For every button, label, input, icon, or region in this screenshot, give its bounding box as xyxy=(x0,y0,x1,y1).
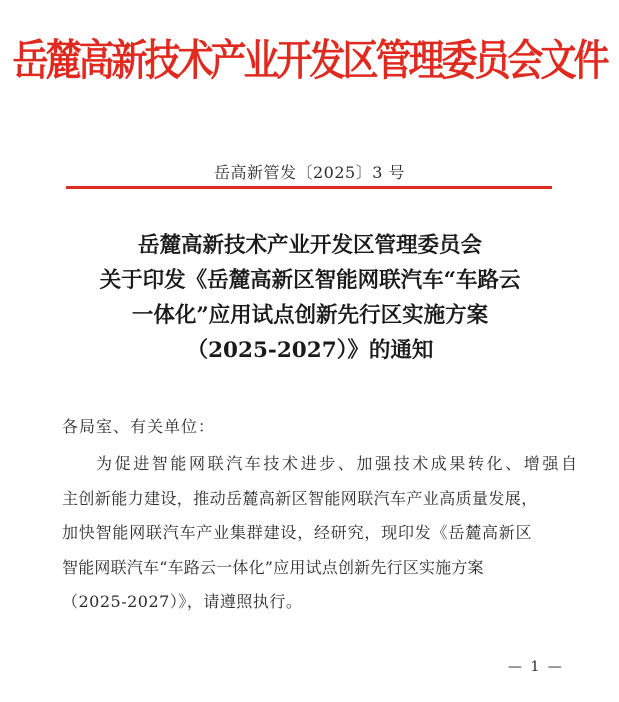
page-number: — 1 — xyxy=(508,659,564,675)
body-line: 为促进智能网联汽车技术进步、加强技术成果转化、增强自 xyxy=(96,454,580,473)
addressee: 各局室、有关单位： xyxy=(62,417,216,436)
notice-title-line: （2025-2027）》的通知 xyxy=(186,338,434,363)
body-line: （2025-2027）》，请遵照执行。 xyxy=(62,592,303,611)
body-line: 主创新能力建设，推动岳麓高新区智能网联汽车产业高质量发展， xyxy=(62,488,538,508)
notice-title-line: 岳麓高新技术产业开发区管理委员会 xyxy=(137,233,482,258)
document-number: 岳高新管发〔2025〕3 号 xyxy=(214,163,405,182)
body-line: 加快智能网联汽车产业集群建设，经研究，现印发《岳麓高新区 xyxy=(62,523,533,542)
issuing-authority-header: 岳麓高新技术产业开发区管理委员会文件 xyxy=(12,36,607,86)
body-paragraph xyxy=(62,447,580,620)
body-line: 智能网联汽车“车路云一体化”应用试点创新先行区实施方案 xyxy=(62,557,484,577)
red-separator-rule xyxy=(66,186,552,189)
notice-title-line: 一体化”应用试点创新先行区实施方案 xyxy=(131,303,489,328)
notice-title xyxy=(60,228,560,368)
notice-title-line: 关于印发《岳麓高新区智能网联汽车“车路云 xyxy=(99,268,521,293)
